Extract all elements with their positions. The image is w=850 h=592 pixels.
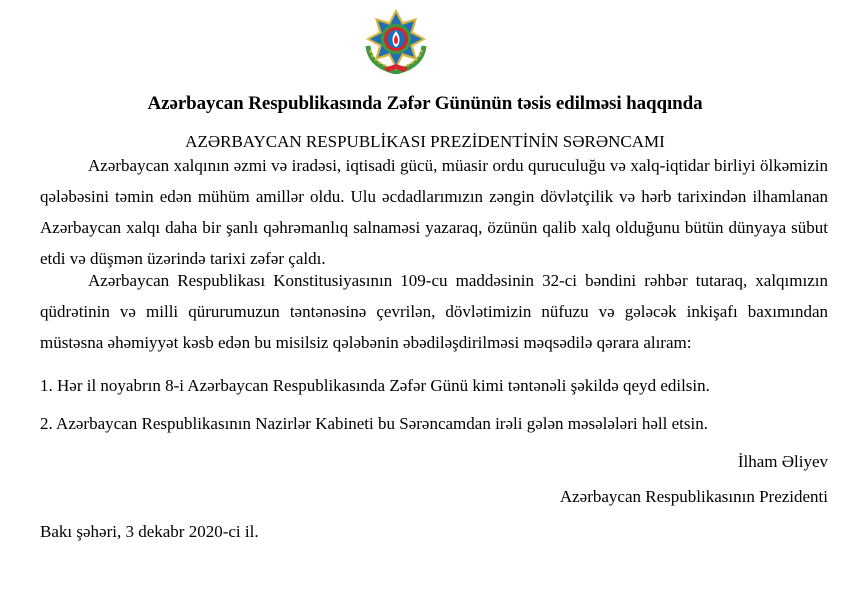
paragraph-1: Azərbaycan xalqının əzmi və iradəsi, iqtisadi gücü, müasir ordu quruculuğu və xalq-iqtidar birliyi ölkəmizin qələbəsini təmin edən mühüm amillər oldu. Ulu əcdadlarımızın zəngin dövlətçilik və hərb tarixindən ilhamlanan Azərbaycan xalqı daha bir şanlı qəhrəmanlıq salnaməsi yazaraq, özünün qalib xalq olduğunu bütün dünyaya sübut etdi və düşmən üzərində tarixi zəfər çaldı. xyxy=(40,156,828,268)
signature-name: İlham Əliyev xyxy=(737,452,828,471)
decree-item-1: 1. Hər il noyabrın 8-i Azərbaycan Respublikasında Zəfər Günü kimi təntənəli şəkildə qeyd edilsin. xyxy=(40,376,710,395)
place-date: Bakı şəhəri, 3 dekabr 2020-ci il. xyxy=(40,522,259,541)
document-title: Azərbaycan Respublikasında Zəfər Gününün təsis edilməsi haqqında xyxy=(147,93,703,114)
document-subtitle: AZƏRBAYCAN RESPUBLİKASI PREZİDENTİNİN SƏRƏNCAMI xyxy=(185,132,665,151)
paragraph-2: Azərbaycan Respublikası Konstitusiyasının 109-cu maddəsinin 32-ci bəndini rəhbər tutaraq, xalqımızın qüdrətinin və milli qürurumuzun təntənəsinə çevrilən, dövlətimizin nüfuzu və gələcək inkişafı baxımından müstəsna əhəmiyyət kəsb edən bu misilsiz qələbənin əbədiləşdirilməsi məqsədilə qərara alıram: xyxy=(40,271,828,352)
coat-of-arms-icon xyxy=(360,6,432,74)
decree-item-2: 2. Azərbaycan Respublikasının Nazirlər Kabineti bu Sərəncamdan irəli gələn məsələləri həll etsin. xyxy=(40,414,708,433)
signature-title: Azərbaycan Respublikasının Prezidenti xyxy=(559,487,828,506)
